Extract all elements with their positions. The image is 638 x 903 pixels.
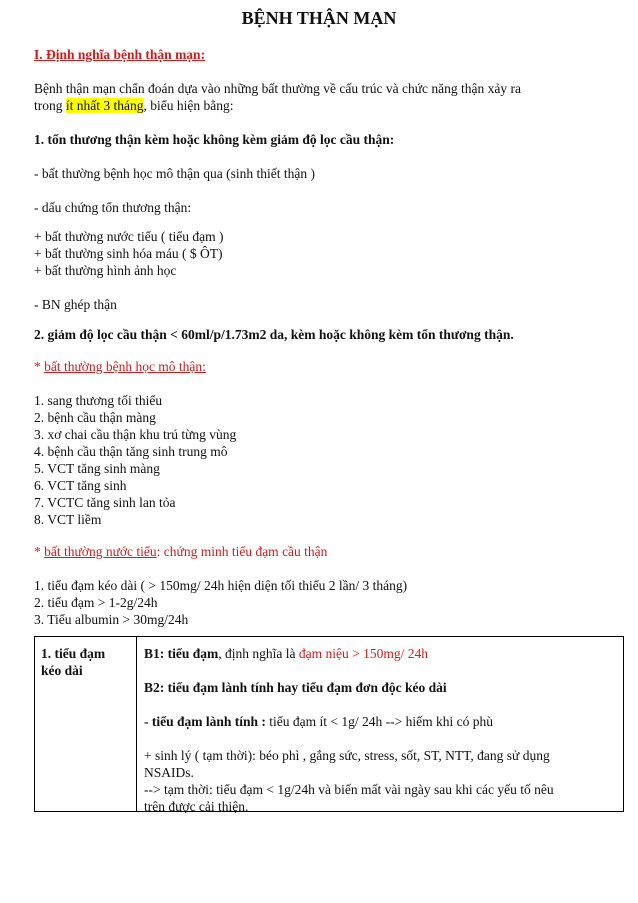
list-item: 3. xơ chai cầu thận khu trú từng vùng [34,427,237,442]
table-left-label-line-2: kéo dài [41,663,83,678]
list-item: 4. bệnh cầu thận tăng sinh trung mô [34,444,228,459]
list-item: 6. VCT tăng sinh [34,478,127,493]
urine-star: * [34,544,45,559]
list-item: 3. Tiểu albumin > 30mg/24h [34,612,189,627]
urine-heading-text: bất thường nước tiểu [44,544,157,559]
table-physio-line-1: + sinh lý ( tạm thời): béo phì , gắng sức, stress, sốt, ST, NTT, đang sử dụng [144,748,550,763]
list-item: 8. VCT liềm [34,512,102,527]
intro-text-post: , biểu hiện bằng: [143,98,234,113]
bullet-damage-markers: - dấu chứng tổn thương thận: [34,200,192,215]
benign-label: - tiểu đạm lành tính : [144,714,266,729]
page-title: BỆNH THẬN MẠN [241,8,397,28]
benign-text: tiểu đạm ít < 1g/ 24h --> hiếm khi có phù [265,714,493,729]
table-column-divider [136,637,137,811]
list-item: 2. tiểu đạm > 1-2g/24h [34,595,158,610]
list-item: 5. VCT tăng sinh màng [34,461,160,476]
intro-line-1: Bệnh thận mạn chẩn đoán dựa vào những bất thường về cấu trúc và chức năng thận xảy ra [34,81,521,96]
b1-label: B1: tiểu đạm [144,646,219,661]
proteinuria-table [34,636,624,812]
criterion-2-heading: 2. giảm độ lọc cầu thận < 60ml/p/1.73m2 da, kèm hoặc không kèm tổn thương thận. [34,327,514,342]
pathology-heading [34,358,206,375]
b1-mid-text: , định nghĩa là [218,646,299,661]
sub-bullet-imaging: + bất thường hình ảnh học [34,263,177,278]
section-heading-definition: I. Định nghĩa bệnh thận mạn: [34,47,206,62]
pathology-heading-text: bất thường bệnh học mô thận: [44,359,206,374]
list-item: 1. sang thương tối thiểu [34,393,163,408]
table-b1-row [144,645,428,662]
list-item: 1. tiểu đạm kéo dài ( > 150mg/ 24h hiện diện tối thiểu 2 lần/ 3 tháng) [34,578,408,593]
intro-line-2 [34,97,233,114]
table-temp-line-2: trên được cải thiện. [144,799,249,814]
table-b2-row: B2: tiểu đạm lành tính hay tiểu đạm đơn độc kéo dài [144,680,447,695]
table-physio-line-2: NSAIDs. [144,765,194,780]
bullet-biopsy: - bất thường bệnh học mô thận qua (sinh thiết thận ) [34,166,316,181]
b1-threshold: đạm niệu > 150mg/ 24h [298,646,428,661]
sub-bullet-blood: + bất thường sinh hóa máu ( $ ÔT) [34,246,223,261]
intro-text-pre: trong [34,98,66,113]
criterion-1-heading: 1. tổn thương thận kèm hoặc không kèm giảm độ lọc cầu thận: [34,132,395,147]
table-benign-row [144,713,493,730]
list-item: 2. bệnh cầu thận màng [34,410,156,425]
sub-bullet-urine: + bất thường nước tiểu ( tiểu đạm ) [34,229,224,244]
urine-heading-rest: : chứng minh tiểu đạm cầu thận [156,544,328,559]
bullet-transplant: - BN ghép thận [34,297,117,312]
highlighted-duration: ít nhất 3 tháng [65,98,144,113]
table-temp-line-1: --> tạm thời: tiểu đạm < 1g/24h và biến mất vài ngày sau khi các yếu tố nêu [144,782,554,797]
pathology-star: * [34,359,45,374]
urine-heading [34,543,327,560]
table-left-label-line-1: 1. tiểu đạm [41,646,106,661]
list-item: 7. VCTC tăng sinh lan tỏa [34,495,176,510]
